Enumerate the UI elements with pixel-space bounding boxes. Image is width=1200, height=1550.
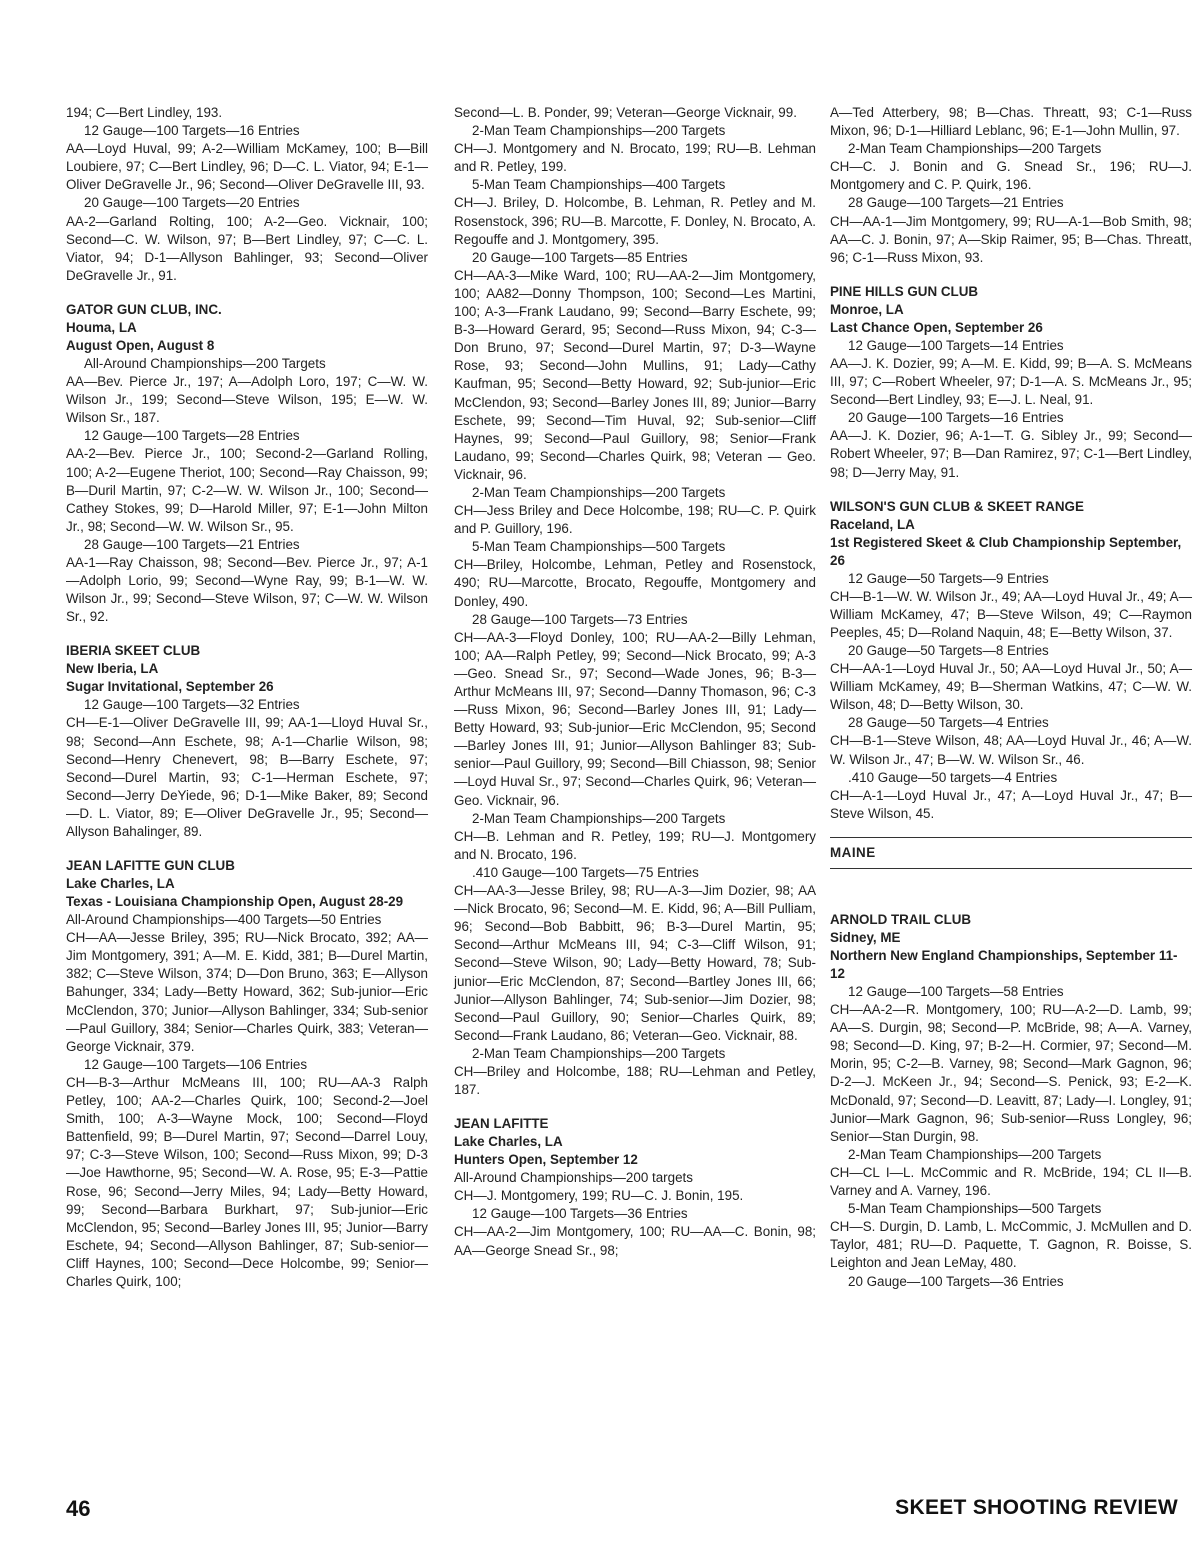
publication-title: SKEET SHOOTING REVIEW: [895, 1496, 1178, 1519]
event-heading: 20 Gauge—100 Targets—20 Entries: [84, 195, 300, 211]
club-name: WILSON'S GUN CLUB & SKEET RANGE: [830, 498, 1084, 514]
event-heading: 12 Gauge—50 Targets—9 Entries: [848, 570, 1049, 586]
column-left: [66, 104, 428, 1291]
event-heading: 12 Gauge—100 Targets—28 Entries: [84, 428, 300, 444]
event-heading: 28 Gauge—100 Targets—73 Entries: [472, 611, 688, 627]
results-paragraph: AA—Loyd Huval, 99; A-2—William McKamey, 100; B—Bill Loubiere, 97; C—Bert Lindley, 96; D—C. L. Viator, 94; E-1—Oliver DeGravelle Jr., 96; Second—Oliver DeGravelle III, 93.: [66, 141, 428, 193]
event-heading: 12 Gauge—100 Targets—14 Entries: [848, 337, 1064, 353]
results-paragraph: Second—L. B. Ponder, 99; Veteran—George Vicknair, 99.: [454, 105, 797, 120]
event-title: Texas - Louisiana Championship Open, August 28-29: [66, 894, 404, 910]
column-right: [830, 104, 1192, 1291]
results-paragraph: CH—AA-1—Loyd Huval Jr., 50; AA—Loyd Huval Jr., 50; A—William McKamey, 49; B—Sherman Watkins, 47; C—W. W. Wilson, 48; D—Betty Wilson, 30.: [830, 661, 1192, 713]
event-heading: 28 Gauge—100 Targets—21 Entries: [848, 195, 1064, 211]
event-heading: 20 Gauge—50 Targets—8 Entries: [848, 642, 1049, 658]
club-name: GATOR GUN CLUB, INC.: [66, 301, 222, 317]
results-paragraph: CH—B. Lehman and R. Petley, 199; RU—J. Montgomery and N. Brocato, 196.: [454, 828, 816, 862]
event-heading: 12 Gauge—100 Targets—58 Entries: [848, 984, 1064, 999]
results-paragraph: CH—S. Durgin, D. Lamb, L. McCommic, J. McMullen and D. Taylor, 481; RU—D. Paquette, T. Gagnon, R. Boisse, S. Leighton and Jean LeMay, 480.: [830, 1219, 1192, 1271]
event-heading: 20 Gauge—100 Targets—36 Entries: [848, 1273, 1064, 1289]
club-location: Sidney, ME: [830, 930, 901, 945]
results-paragraph: CH—AA-3—Floyd Donley, 100; RU—AA-2—Billy Lehman, 100; AA—Ralph Petley, 99; Second—Nick Brocato, 99; A-3—Geo. Snead Sr., 97; Second—Wade Jones, 96; B-3—Arthur McMeans III, 97; Second—Danny Thomason, 96; C-3—Russ Mixon, 96; Second—Barley Jones III, 91; Lady—Betty Howard, 93; Sub-junior—Eric McClendon, 95; Second—Barley Jones III, 91; Junior—Allyson Bahlinger 83; Sub-senior—Paul Guillory, 99; Second—Bill Chiasson, 98; Senior—Loyd Huval Sr., 97; Second—Charles Quirk, 96; Veteran—Geo. Vicknair, 96.: [454, 629, 816, 808]
results-paragraph: AA-1—Ray Chaisson, 98; Second—Bev. Pierce Jr., 97; A-1—Adolph Lorio, 99; Second—Wyne Ray, 99; B-1—W. W. Wilson Jr., 99; Second—Steve Wilson, 97; C—W. W. Wilson Sr., 92.: [66, 554, 428, 625]
event-title: August Open, August 8: [66, 337, 215, 353]
results-paragraph: All-Around Championships—200 targets: [454, 1170, 693, 1186]
event-heading: 2-Man Team Championships—200 Targets: [472, 810, 726, 826]
event-heading: 12 Gauge—100 Targets—106 Entries: [84, 1056, 308, 1072]
event-heading: 20 Gauge—100 Targets—16 Entries: [848, 410, 1064, 426]
club-name: JEAN LAFITTE GUN CLUB: [66, 858, 235, 874]
event-heading: 20 Gauge—100 Targets—85 Entries: [472, 249, 688, 265]
event-heading: 28 Gauge—100 Targets—21 Entries: [84, 536, 300, 552]
club-name: IBERIA SKEET CLUB: [66, 643, 201, 659]
event-heading: 2-Man Team Championships—200 Targets: [472, 1045, 726, 1061]
event-heading: 28 Gauge—50 Targets—4 Entries: [848, 715, 1049, 731]
event-heading: .410 Gauge—50 targets—4 Entries: [848, 769, 1058, 785]
event-heading: 2-Man Team Championships—200 Targets: [848, 141, 1102, 157]
results-paragraph: CH—C. J. Bonin and G. Snead Sr., 196; RU—J. Montgomery and C. P. Quirk, 196.: [830, 159, 1192, 193]
results-paragraph: 194; C—Bert Lindley, 193.: [66, 105, 223, 120]
results-paragraph: AA—Bev. Pierce Jr., 197; A—Adolph Loro, 197; C—W. W. Wilson Jr., 199; Second—Steve Wilson, 195; E—W. W. Wilson Sr., 187.: [66, 374, 428, 426]
club-location: Lake Charles, LA: [66, 876, 175, 892]
state-heading: MAINE: [830, 837, 1192, 869]
event-heading: 5-Man Team Championships—500 Targets: [848, 1201, 1102, 1217]
event-heading: 5-Man Team Championships—500 Targets: [472, 539, 726, 555]
results-paragraph: AA—J. K. Dozier, 99; A—M. E. Kidd, 99; B—A. S. McMeans III, 97; C—Robert Wheeler, 97; D-1—A. S. McMeans Jr., 95; Second—Bert Lindley, 93; E—J. L. Neal, 91.: [830, 355, 1192, 408]
club-name: JEAN LAFITTE: [454, 1116, 549, 1132]
results-paragraph: CH—AA-3—Jesse Briley, 98; RU—A-3—Jim Dozier, 98; AA—Nick Brocato, 96; Second—M. E. Kidd, 96; A—Bill Pulliam, 96; Second—Bob Babbitt, 96; B-3—Durel Martin, 95; Second—Arthur McMeans III, 94; C-3—Cliff Wilson, 91; Second—Steve Wilson, 90; Lady—Betty Howard, 78; Sub-junior—Eric McClendon, 87; Second—Bartley Jones III, 66; Junior—Allyson Bahlinger, 74; Sub-senior—Jim Dozier, 98; Second—Paul Guillory, 90; Senior—Charles Quirk, 89; Second—Frank Laudano, 86; Veteran—Geo. Vicknair, 88.: [454, 883, 816, 1043]
results-paragraph: CH—A-1—Loyd Huval Jr., 47; A—Loyd Huval Jr., 47; B—Steve Wilson, 45.: [830, 787, 1192, 821]
results-paragraph: CH—J. Montgomery, 199; RU—C. J. Bonin, 195.: [454, 1188, 744, 1204]
club-location: Monroe, LA: [830, 301, 904, 317]
results-paragraph: CH—E-1—Oliver DeGravelle III, 99; AA-1—Lloyd Huval Sr., 98; Second—Ann Eschete, 98; A-1—Charlie Wilson, 98; Second—Henry Chenevert, 98; B—Barry Eschete, 97; Second—Durel Martin, 93; C-1—Herman Eschete, 97; Second—Jerry DeYiede, 96; D-1—Mike Baker, 89; Second—D. L. Viator, 89; E—Oliver DeGravelle Jr., 95; Second—Allyson Bahalinger, 89.: [66, 715, 428, 839]
results-paragraph: CH—B-1—W. W. Wilson Jr., 49; AA—Loyd Huval Jr., 49; A—William McKamey, 47; B—Steve Wilson, 49; C—Raymon Peeples, 45; D—Roland Naquin, 48; E—Betty Wilson, 37.: [830, 588, 1192, 640]
club-name: ARNOLD TRAIL CLUB: [830, 912, 972, 927]
event-title: Hunters Open, September 12: [454, 1152, 638, 1168]
event-heading: All-Around Championships—200 Targets: [84, 355, 326, 371]
event-heading: 12 Gauge—100 Targets—32 Entries: [84, 697, 300, 713]
event-heading: 5-Man Team Championships—400 Targets: [472, 177, 726, 193]
club-name: PINE HILLS GUN CLUB: [830, 283, 979, 299]
event-heading: 2-Man Team Championships—200 Targets: [472, 484, 726, 500]
results-paragraph: A—Ted Atterbery, 98; B—Chas. Threatt, 93; C-1—Russ Mixon, 96; D-1—Hilliard Leblanc, 96; E-1—John Mullin, 97.: [830, 105, 1192, 139]
event-heading: 2-Man Team Championships—200 Targets: [848, 1146, 1102, 1162]
club-location: Houma, LA: [66, 319, 137, 335]
results-paragraph: AA-2—Bev. Pierce Jr., 100; Second-2—Garland Rolling, 100; A-2—Eugene Theriot, 100; Second—Ray Chaisson, 99; B—Duril Martin, 97; C-2—W. W. Wilson Jr., 100; Second—Cathey Stokes, 99; D—Harold Miller, 97; E-1—John Milton Jr., 98; Second—W. W. Wilson Sr., 95.: [66, 446, 428, 534]
event-title: Northern New England Championships, September 11-12: [830, 948, 1178, 981]
event-title: Sugar Invitational, September 26: [66, 679, 274, 695]
page-number: 46: [66, 1496, 91, 1521]
results-paragraph: CH—CL I—L. McCommic and R. McBride, 194; CL II—B. Varney and A. Varney, 196.: [830, 1164, 1192, 1199]
event-title: 1st Registered Skeet & Club Championship September, 26: [830, 534, 1182, 568]
results-paragraph: AA—J. K. Dozier, 96; A-1—T. G. Sibley Jr., 99; Second—Robert Wheeler, 97; B—Dan Ramirez, 97; C-1—Bert Lindley, 98; D—Jerry May, 91.: [830, 428, 1192, 480]
results-paragraph: CH—AA-2—R. Montgomery, 100; RU—A-2—D. Lamb, 99; AA—S. Durgin, 98; Second—P. McBride, 98; A—A. Varney, 98; Second—D. King, 97; B-2—H. Cormier, 97; Second—M. Morin, 95; C-2—B. Varney, 98; Second—Mark Gagnon, 96; D-2—J. McKeen Jr., 94; Second—S. Penick, 93; E-2—K. McDonald, 97; Second—D. Leavitt, 87; Lady—I. Longley, 91; Junior—Mark Gagnon, 96; Sub-senior—Russ Longley, 96; Senior—Stan Durgin, 98.: [830, 1002, 1192, 1144]
event-title: Last Chance Open, September 26: [830, 319, 1043, 335]
results-paragraph: CH—AA-3—Mike Ward, 100; RU—AA-2—Jim Montgomery, 100; AA82—Donny Thompson, 100; Second—Les Martini, 100; A-3—Frank Laudano, 99; Second—Barry Eschete, 99; B-3—Howard Gerard, 95; Second—Russ Mixon, 94; C-3—Don Bruno, 97; Second—Durel Martin, 97; D-3—Wayne Rose, 93; Second—John Mullins, 91; Lady—Cathy Kaufman, 95; Second—Betty Howard, 92; Sub-junior—Eric McClendon, 93; Second—Barley Jones III, 89; Junior—Barry Eschete, 99; Second—Tim Huval, 92; Sub-senior—Cliff Haynes, 99; Second—Paul Guillory, 98; Senior—Frank Laudano, 99; Second—Charles Quirk, 98; Veteran — Geo. Vicknair, 96.: [454, 267, 816, 482]
column-middle: [454, 104, 816, 1260]
event-heading: 12 Gauge—100 Targets—16 Entries: [84, 123, 300, 139]
club-location: Raceland, LA: [830, 516, 915, 532]
results-paragraph: CH—AA-2—Jim Montgomery, 100; RU—AA—C. Bonin, 98; AA—George Snead Sr., 98;: [454, 1224, 816, 1258]
results-paragraph: CH—B-3—Arthur McMeans III, 100; RU—AA-3 Ralph Petley, 100; AA-2—Charles Quirk, 100; Second-2—Joel Smith, 100; A-3—Wayne Mock, 100; Second—Floyd Battenfield, 99; B—Durel Martin, 97; Second—Darrel Louy, 97; C-3—Steve Wilson, 100; Second—Russ Mixon, 99; D-3—Joe Hawthorne, 95; Second—W. A. Rose, 95; E-3—Pattie Rose, 96; Second—Jerry Miles, 94; Lady—Betty Howard, 99; Second—Barbara Burkhart, 97; Sub-junior—Eric McClendon, 95; Second—Barley Jones III, 95; Junior—Barry Eschete, 94; Second—Allyson Bahlinger, 87; Sub-senior—Cliff Haynes, 100; Second—Dece Holcombe, 99; Senior—Charles Quirk, 100;: [66, 1074, 428, 1289]
results-paragraph: CH—J. Briley, D. Holcombe, B. Lehman, R. Petley and M. Rosenstock, 396; RU—B. Marcotte, F. Donley, N. Brocato, A. Regouffe and J. Montgomery, 395.: [454, 195, 816, 247]
results-paragraph: CH—Briley, Holcombe, Lehman, Petley and Rosenstock, 490; RU—Marcotte, Brocato, Regouffe, Montgomery and Donley, 490.: [454, 557, 816, 609]
results-paragraph: CH—J. Montgomery and N. Brocato, 199; RU—B. Lehman and R. Petley, 199.: [454, 141, 816, 175]
results-paragraph: CH—Briley and Holcombe, 188; RU—Lehman and Petley, 187.: [454, 1063, 816, 1098]
event-heading: 12 Gauge—100 Targets—36 Entries: [472, 1206, 688, 1222]
results-paragraph: CH—B-1—Steve Wilson, 48; AA—Loyd Huval Jr., 46; A—W. W. Wilson Jr., 47; B—W. W. Wilson Sr., 46.: [830, 733, 1192, 767]
results-paragraph: CH—AA—Jesse Briley, 395; RU—Nick Brocato, 392; AA—Jim Montgomery, 391; A—M. E. Kidd, 381; B—Durel Martin, 382; C—Steve Wilson, 374; D—Don Bruno, 363; E—Allyson Bahunger, 334; Lady—Betty Howard, 362; Sub-junior—Eric McClendon, 370; Junior—Allyson Bahlinger, 334; Sub-senior—Paul Guillory, 384; Senior—Charles Quirk, 383; Veteran—George Vicknair, 379.: [66, 930, 428, 1054]
club-location: New Iberia, LA: [66, 661, 159, 677]
results-paragraph: CH—Jess Briley and Dece Holcombe, 198; RU—C. P. Quirk and P. Guillory, 196.: [454, 503, 816, 537]
event-heading: .410 Gauge—100 Targets—75 Entries: [472, 864, 699, 880]
results-paragraph: All-Around Championships—400 Targets—50 Entries: [66, 912, 382, 928]
club-location: Lake Charles, LA: [454, 1134, 563, 1150]
event-heading: 2-Man Team Championships—200 Targets: [472, 123, 726, 139]
results-paragraph: AA-2—Garland Rolting, 100; A-2—Geo. Vicknair, 100; Second—C. W. Wilson, 97; B—Bert Lindley, 97; C—C. L. Viator, 94; D-1—Allyson Bahlinger, 93; Second—Oliver DeGravelle Jr., 91.: [66, 213, 428, 283]
results-paragraph: CH—AA-1—Jim Montgomery, 99; RU—A-1—Bob Smith, 98; AA—C. J. Bonin, 97; A—Skip Raimer, 95; B—Chas. Threatt, 96; C-1—Russ Mixon, 93.: [830, 213, 1192, 265]
